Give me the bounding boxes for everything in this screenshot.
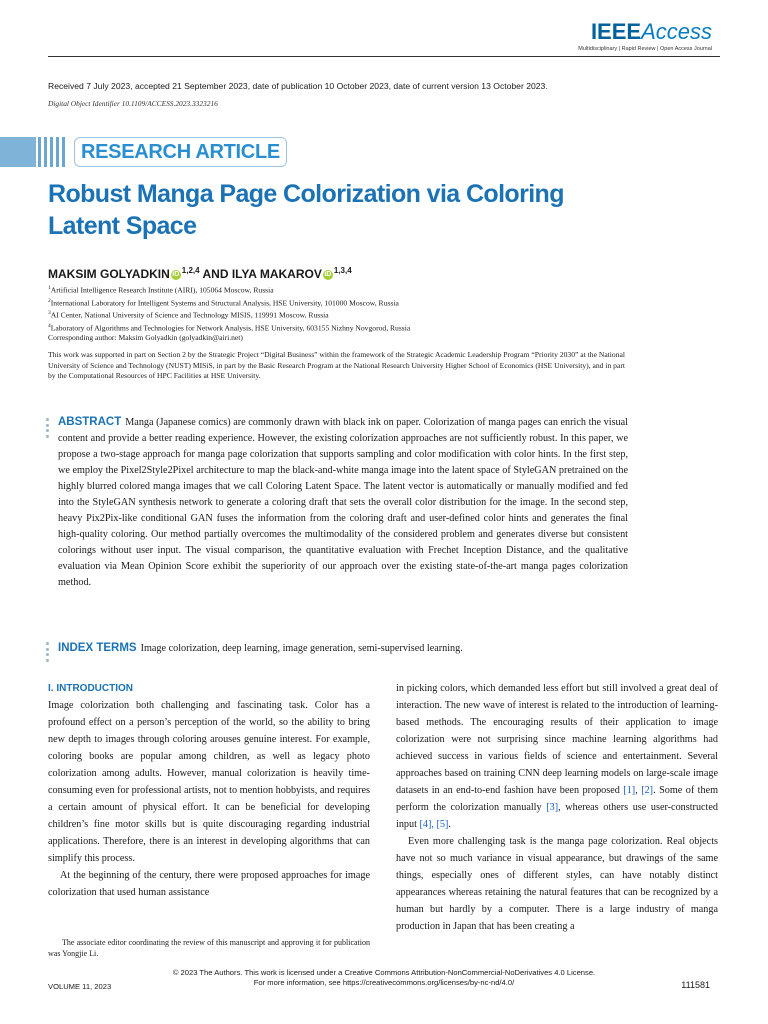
received-dates: Received 7 July 2023, accepted 21 September 2023, date of publication 10 October 2023, date of current version 13 October 2023.: [48, 81, 548, 91]
journal-brand: [578, 20, 712, 52]
author-conjunction: AND: [202, 267, 229, 281]
affiliations: [48, 283, 410, 333]
index-terms: [58, 642, 463, 654]
section-heading-introduction: I. INTRODUCTION: [48, 683, 133, 694]
journal-tagline: Multidisciplinary | Rapid Review | Open Access Journal: [578, 46, 712, 52]
author-affiliation-marks: 1,3,4: [333, 266, 352, 275]
license-line: © 2023 The Authors. This work is licensed under a Creative Commons Attribution-NonCommercial-NoDerivatives 4.0 License.: [172, 968, 596, 977]
abstract: [58, 414, 628, 591]
corresponding-author: Corresponding author: Maksim Golyadkin (golyadkin@airi.net): [48, 333, 243, 342]
license-link[interactable]: For more information, see https://creativecommons.org/licenses/by-nc-nd/4.0/: [253, 978, 515, 987]
author-line: [48, 266, 352, 281]
paper-title: Robust Manga Page Colorization via Coloring Latent Space: [48, 180, 564, 240]
author-name: MAKSIM GOLYADKIN: [48, 267, 170, 281]
intro-paragraph: Even more challenging task is the manga page colorization. Real objects have not so much variance in visual appearance, but drawings of the same things, especially ones of different styles, can have notably distinct appearances whereas retaining the natural features that can be recognized by a human but hardly by a computer. There is a large industry of manga production in Japan that has been creating a: [396, 836, 718, 932]
affiliation-item: $^4$Laboratory of Algorithms and Technologies for Network Analysis, HSE University, 603155 Nizhny Novgorod, Russia: [48, 322, 411, 333]
article-type-banner: [0, 133, 280, 171]
doi-line: Digital Object Identifier 10.1109/ACCESS.2023.3323216: [48, 99, 218, 108]
affiliation-item: $^3$AI Center, National University of Science and Technology MISIS, 119991 Moscow, Russia: [48, 310, 329, 320]
index-dots-decoration: [46, 642, 50, 664]
citation-link[interactable]: [3]: [546, 802, 559, 813]
index-terms-heading: INDEX TERMS: [58, 642, 137, 654]
editor-footnote: The associate editor coordinating the review of this manuscript and approving it for publication was Yongjie Li.: [48, 938, 370, 958]
intro-paragraph: in picking colors, which demanded less effort but still involved a great deal of interaction. The new wave of interest is related to the introduction of learning-based methods. The encouraging results of their application to image colorization were not surprising since machine learning algorithms had achieved success in various fields of science and entertainment. Several approaches based on training CNN deep learning models on large-scale image datasets in an end-to-end fashion have been proposed [1], [2]. Some of them perform the colorization manually [3], whereas others use user-constructed input [4], [5].: [396, 683, 719, 830]
affiliation-item: $^2$International Laboratory for Intelligent Systems and Structural Analysis, HSE University, 101000 Moscow, Russia: [48, 297, 399, 308]
body-column-left: [48, 680, 370, 901]
intro-paragraph: At the beginning of the century, there were proposed approaches for image colorization that used human assistance: [48, 870, 370, 898]
affiliation-item: $^1$Artificial Intelligence Research Institute (AIRI), 105064 Moscow, Russia: [48, 285, 274, 295]
article-type-label: RESEARCH ARTICLE: [74, 137, 287, 167]
funding-statement: This work was supported in part on Section 2 by the Strategic Project “Digital Business” within the framework of the Strategic Academic Leadership Program “Priority 2030” at the National University of Science and Technology (NUST) MISiS, in part by the Basic Research Program at the National Research University Higher School of Economics (HSE University), and in part by the Computational Resources of HPC Facilities at HSE University.: [48, 350, 625, 380]
citation-link[interactable]: [2]: [641, 785, 654, 796]
intro-paragraph: Image colorization both challenging and fascinating task. Color has a profound effect on a person’s perception of the world, so the ability to bring new depth to images through coloring arouses genuine interest. For example, coloring books are popular among children, as well as legacy photo colorization among adults. However, manual colorization is heavily time-consuming even for professional artists, not to mention hobbyists, and requires a certain amount of physical effort. It can be beneficial for developing children’s fine motor skills but is quite discouraging regarding industrial applications. Therefore, there is an interest in developing algorithms that can simplify this process.: [48, 700, 370, 864]
abstract-heading: ABSTRACT: [58, 416, 122, 428]
abstract-text: Manga (Japanese comics) are commonly drawn with black ink on paper. Colorization of manga pages can enrich the visual content and provide a better reading experience. However, the existing colorization approaches are not sufficiently robust. In this paper, we propose a two-stage approach for manga page colorization that supports sampling and color modification with color hints. In the first step, we employ the Pixel2Style2Pixel architecture to map the black-and-white manga image into the latent space of StyleGAN pretrained on the highly blurred colored manga images that we call Coloring Latent Space. The latent vector is automatically or manually modified and fed into the StyleGAN synthesis network to generate a coloring draft that sets the overall color distribution for the image. In the second step, heavy Pix2Pix-like conditional GAN fuses the information from the coloring draft and user-defined color hints and generates the final high-quality coloring. Our method partially overcomes the multimodality of the considered problem and generates diverse but consistent colorings without user input. The visual comparison, the quantitative evaluation with Frechet Inception Distance, and the qualitative evaluation via Mean Opinion Score exhibit the superiority of our approach over the existing state-of-the-art manga pages colorization method.: [58, 417, 628, 588]
author-name: ILYA MAKAROV: [231, 267, 322, 281]
index-terms-text: Image colorization, deep learning, image generation, semi-supervised learning.: [140, 643, 463, 654]
banner-stripes-decoration: [0, 137, 68, 167]
footer-license: [150, 968, 618, 988]
orcid-icon[interactable]: iD: [172, 271, 180, 278]
body-column-right: [396, 680, 718, 935]
citation-link[interactable]: [1]: [623, 785, 636, 796]
abstract-dots-decoration: [46, 418, 50, 440]
orcid-icon[interactable]: iD: [324, 271, 332, 278]
author-affiliation-marks: 1,2,4: [181, 266, 200, 275]
footer-volume: VOLUME 11, 2023: [48, 982, 112, 991]
citation-link[interactable]: [4], [5]: [419, 819, 449, 830]
header-divider: [48, 56, 720, 57]
page-number: 111581: [681, 980, 710, 990]
journal-logo: IEEEAccess: [590, 19, 712, 44]
